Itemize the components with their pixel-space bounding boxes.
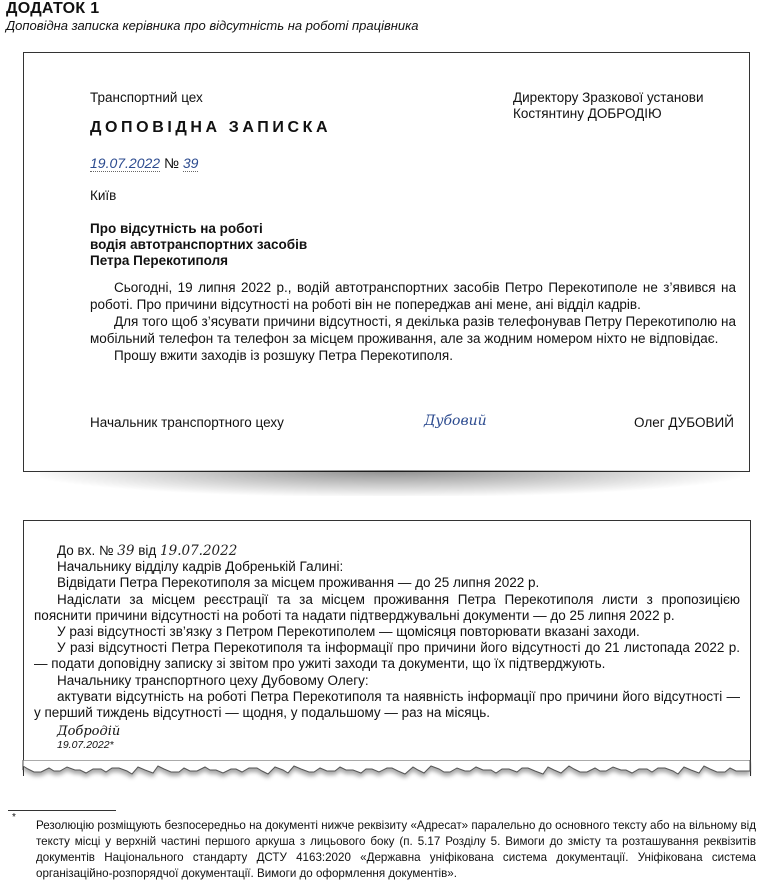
memo-number-sign: № xyxy=(163,155,179,171)
resolution-line: Відвідати Петра Перекотиполя за місцем проживання — до 25 липня 2022 р. xyxy=(57,575,540,591)
resolution-line: Надіслати за місцем реєстрації та за місцем проживання Петра Перекотиполя листи з пропозицією пояснити причини відсутності на роботі та надати підтверджувальні документи — до 25 липня 2022 р. xyxy=(34,591,740,623)
resolution-line: Начальнику відділу кадрів Добренькій Галині: xyxy=(57,559,344,575)
resolution-line: актувати відсутність на роботі Петра Перекотиполя та наявність інформації про причини його відсутності — у перший тиждень відсутності — щодня, у подальшому — раз на місяць. xyxy=(34,688,740,721)
memo-sheet xyxy=(23,52,750,472)
resolution-ref-prefix: До вх. № xyxy=(57,543,114,558)
resolution-signature: Добродій xyxy=(57,724,121,739)
memo-subject-line1: Про відсутність на роботі xyxy=(90,221,263,236)
memo-subject-line2: водія автотранспортних засобів xyxy=(90,237,308,252)
resolution-body xyxy=(34,543,740,721)
appendix-subtitle: Доповідна записка керівника про відсутність на роботі працівника xyxy=(6,18,419,33)
resolution-ref xyxy=(34,543,740,559)
memo-date-number xyxy=(90,155,198,171)
memo-signer-position: Начальник транспортного цеху xyxy=(90,415,284,430)
footnote-separator xyxy=(8,810,116,811)
memo-number: 39 xyxy=(182,155,199,171)
memo-subject-line3: Петра Перекотиполя xyxy=(90,253,229,268)
footnote-marker: * xyxy=(12,812,16,823)
resolution-date: 19.07.2022* xyxy=(57,739,114,751)
memo-signer-name: Олег ДУБОВИЙ xyxy=(634,415,734,430)
torn-edge xyxy=(22,760,752,786)
memo-addressee-line1: Директору Зразкової установи xyxy=(513,90,704,105)
memo-addressee-line2: Костянтину ДОБРОДІЮ xyxy=(513,106,662,121)
memo-paragraph: Прошу вжити заходів із розшуку Петра Перекотиполя. xyxy=(114,348,453,363)
footnote-text: Резолюцію розміщують безпосередньо на документі нижче реквізиту «Адресат» паралельно до основного тексту або на вільному від тексту місці у верхній частині першого аркуша з лицьового боку (п. 5.17 Розділу 5. Вимоги до змісту та розташування реквізитів документів Національного стандарту ДСТУ 4163:2020 «Державна уніфікована система документації. Уніфікована система організаційно-розпорядчої документації. Вимоги до оформлення документів». xyxy=(36,819,756,880)
memo-subject xyxy=(90,221,307,269)
resolution-line: У разі відсутності Петра Перекотиполя та інформації про причини його відсутності до 21 листопада 2022 р. — подати доповідну записку зі звітом про ужиті заходи та документи, що їх підтверджують. xyxy=(34,640,740,672)
memo-body xyxy=(90,279,736,364)
resolution-ref-date: 19.07.2022 xyxy=(160,543,238,559)
resolution-ref-number: 39 xyxy=(117,543,135,559)
resolution-line: Начальнику транспортного цеху Дубовому Олегу: xyxy=(57,672,369,688)
memo-department: Транспортний цех xyxy=(90,90,203,105)
memo-date: 19.07.2022 xyxy=(90,155,161,171)
memo-signature: Дубовий xyxy=(424,413,487,429)
memo-doc-type: ДОПОВІДНА ЗАПИСКА xyxy=(90,119,332,136)
memo-paragraph: Для того щоб з’ясувати причини відсутності, я декілька разів телефонував Петру Перекотиполю на мобільний телефон та телефон за місцем проживання, але за жодним номером ніхто не відповідає. xyxy=(90,314,736,346)
memo-paragraph: Сьогодні, 19 липня 2022 р., водій автотранспортних засобів Петро Перекотиполе не з’явився на роботі. Про причини відсутності на роботі він не попереджав ані мене, ані відділ кадрів. xyxy=(90,280,736,312)
resolution-ref-from: від xyxy=(138,543,157,558)
memo-place: Київ xyxy=(90,188,117,203)
appendix-title: ДОДАТОК 1 xyxy=(6,0,100,17)
resolution-sheet xyxy=(23,520,751,776)
memo-shadow xyxy=(40,470,740,496)
resolution-line: У разі відсутності зв’язку з Петром Перекотиполем — щомісяця повторювати вказані заходи. xyxy=(57,624,640,640)
